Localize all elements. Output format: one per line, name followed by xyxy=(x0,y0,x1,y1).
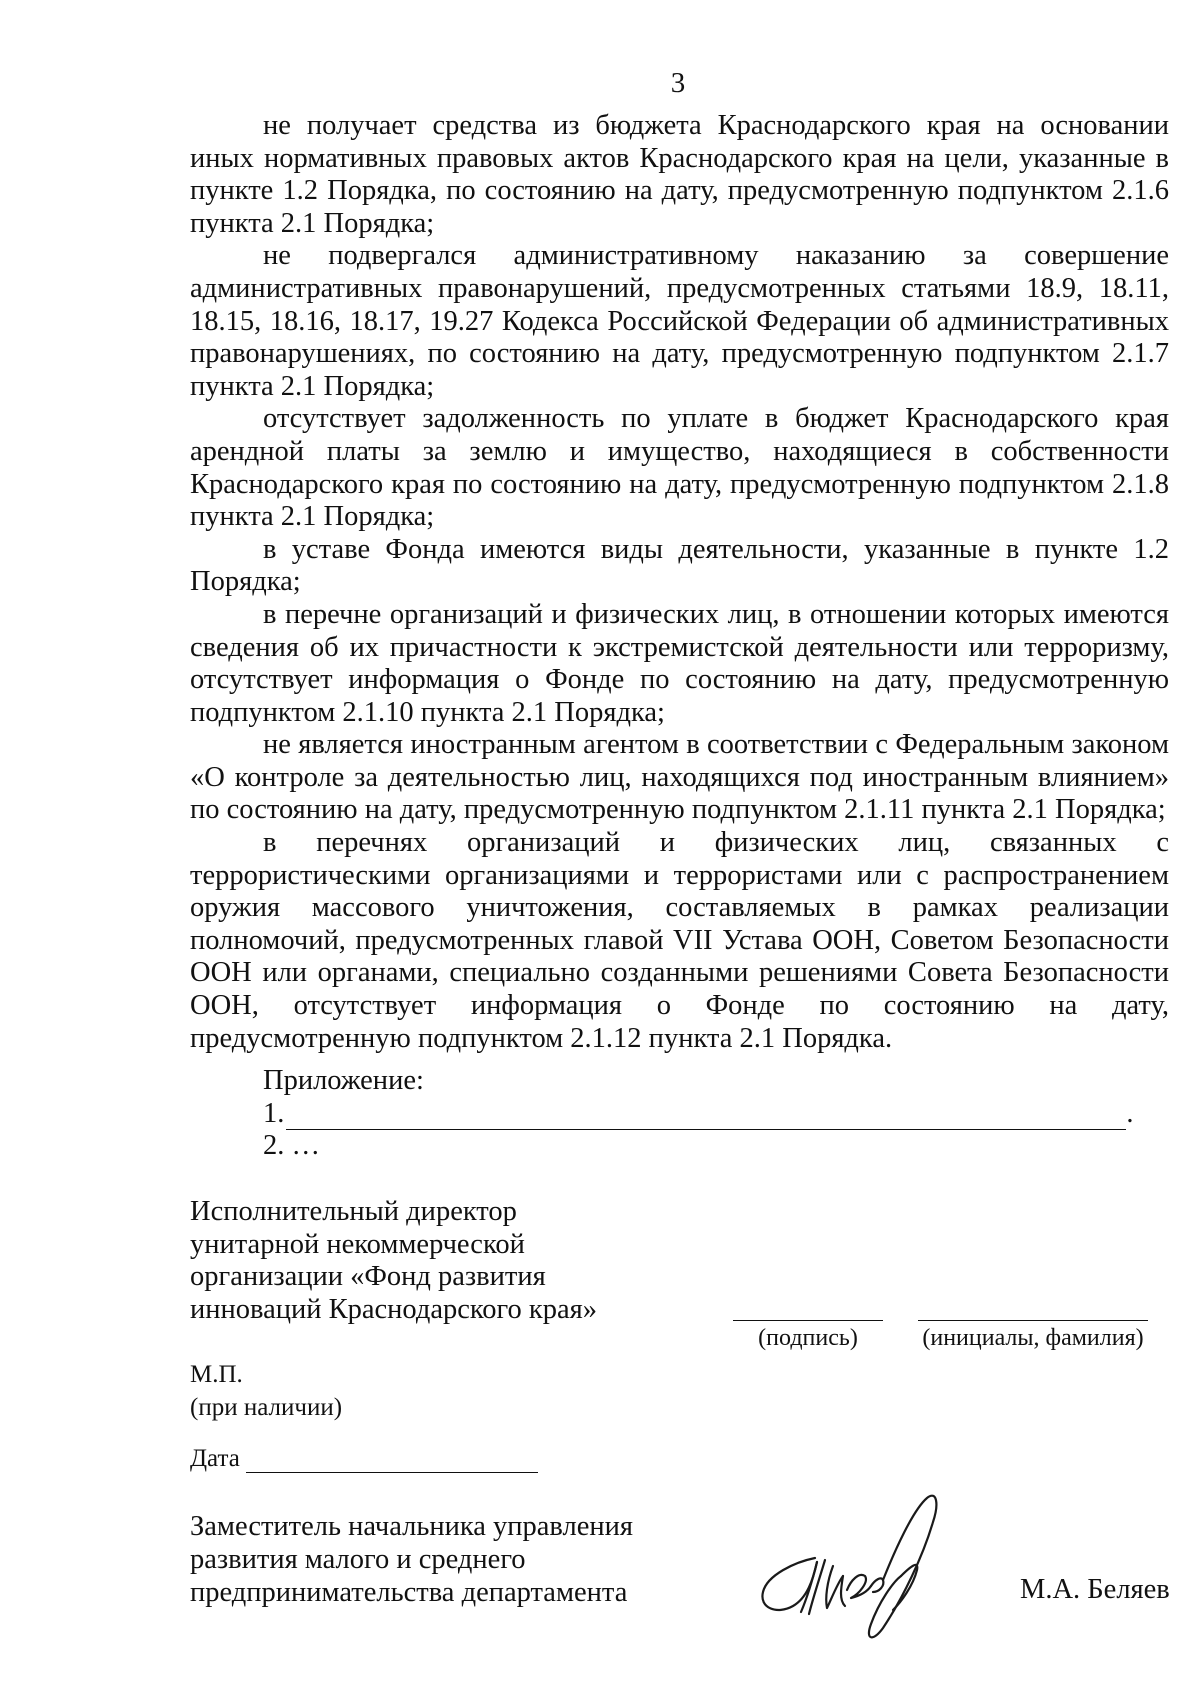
attachment-item xyxy=(263,1098,1143,1131)
deputy-title-line: Заместитель начальника управления xyxy=(190,1511,634,1542)
attachments-heading: Приложение: xyxy=(263,1065,424,1096)
attachment-blank-line xyxy=(286,1105,1126,1130)
date-field xyxy=(190,1445,538,1473)
attachment-end-mark: . xyxy=(1126,1097,1134,1129)
attachment-item: 2. … xyxy=(263,1130,320,1162)
signatory-title-line: организации «Фонд развития xyxy=(190,1261,546,1293)
name-field xyxy=(918,1320,1148,1352)
date-blank-line xyxy=(246,1450,538,1473)
deputy-name: М.А. Беляев xyxy=(1020,1574,1170,1605)
attachments-list xyxy=(263,1065,1143,1163)
signatory-title-line: унитарной некоммерческой xyxy=(190,1228,525,1260)
deputy-title-line: предпринимательства департамента xyxy=(190,1577,628,1608)
signature-field xyxy=(733,1320,883,1352)
paragraph: не является иностранным агентом в соответствии с Федеральным законом «О контроле за деятельностью лиц, находящихся под иностранным влиянием» по состоянию на дату, предусмотренную подпунктом 2.1.11 пункта 2.1 Порядка; xyxy=(190,729,1169,826)
stamp-note: (при наличии) xyxy=(190,1394,343,1421)
stamp-placeholder xyxy=(190,1358,342,1424)
deputy-title xyxy=(190,1510,710,1609)
paragraph: отсутствует задолженность по уплате в бюджет Краснодарского края арендной платы за землю и имущество, находящиеся в собственности Краснодарского края по состоянию на дату, предусмотренную подпунктом 2.1.8 пункта 2.1 Порядка; xyxy=(190,403,1169,533)
signature-caption: (подпись) xyxy=(758,1325,858,1351)
paragraph: не подвергался административному наказанию за совершение административных правонарушений, предусмотренных статьями 18.9, 18.11, 18.15, 18.16, 18.17, 19.27 Кодекса Российской Федерации об административных правонарушениях, по состоянию на дату, предусмотренную подпунктом 2.1.7 пункта 2.1 Порядка; xyxy=(190,240,1169,402)
name-caption: (инициалы, фамилия) xyxy=(922,1325,1144,1351)
page-number: 3 xyxy=(670,67,686,99)
stamp-label: М.П. xyxy=(190,1361,243,1388)
paragraph: в уставе Фонда имеются виды деятельности, указанные в пункте 1.2 Порядка; xyxy=(190,533,1169,598)
paragraph: в перечнях организаций и физических лиц, связанных с террористическими организациями и террористами или с распространением оружия массового уничтожения, составляемых в рамках реализации полномочий, предусмотренных главой VII Устава ООН, Советом Безопасности ООН или органами, специально созданными решениями Совета Безопасности ООН, отсутствует информация о Фонде по состоянию на дату, предусмотренную подпунктом 2.1.12 пункта 2.1 Порядка. xyxy=(190,827,1169,1054)
signatory-title-line: Исполнительный директор xyxy=(190,1196,517,1227)
signatory-title xyxy=(190,1196,610,1326)
paragraph: не получает средства из бюджета Краснодарского края на основании иных нормативных правовых актов Краснодарского края на цели, указанные в пункте 1.2 Порядка, по состоянию на дату, предусмотренную подпунктом 2.1.6 пункта 2.1 Порядка; xyxy=(190,110,1169,239)
handwritten-signature xyxy=(755,1480,975,1650)
paragraph: в перечне организаций и физических лиц, в отношении которых имеются сведения об их причастности к экстремистской деятельности или терроризму, отсутствует информация о Фонде по состоянию на дату, предусмотренную подпунктом 2.1.10 пункта 2.1 Порядка; xyxy=(190,598,1169,728)
deputy-title-line: развития малого и среднего xyxy=(190,1544,526,1575)
attachment-number: 1. xyxy=(263,1097,285,1129)
body-text xyxy=(190,110,1169,1055)
signatory-title-line: инноваций Краснодарского края» xyxy=(190,1293,598,1325)
date-label: Дата xyxy=(190,1445,240,1472)
